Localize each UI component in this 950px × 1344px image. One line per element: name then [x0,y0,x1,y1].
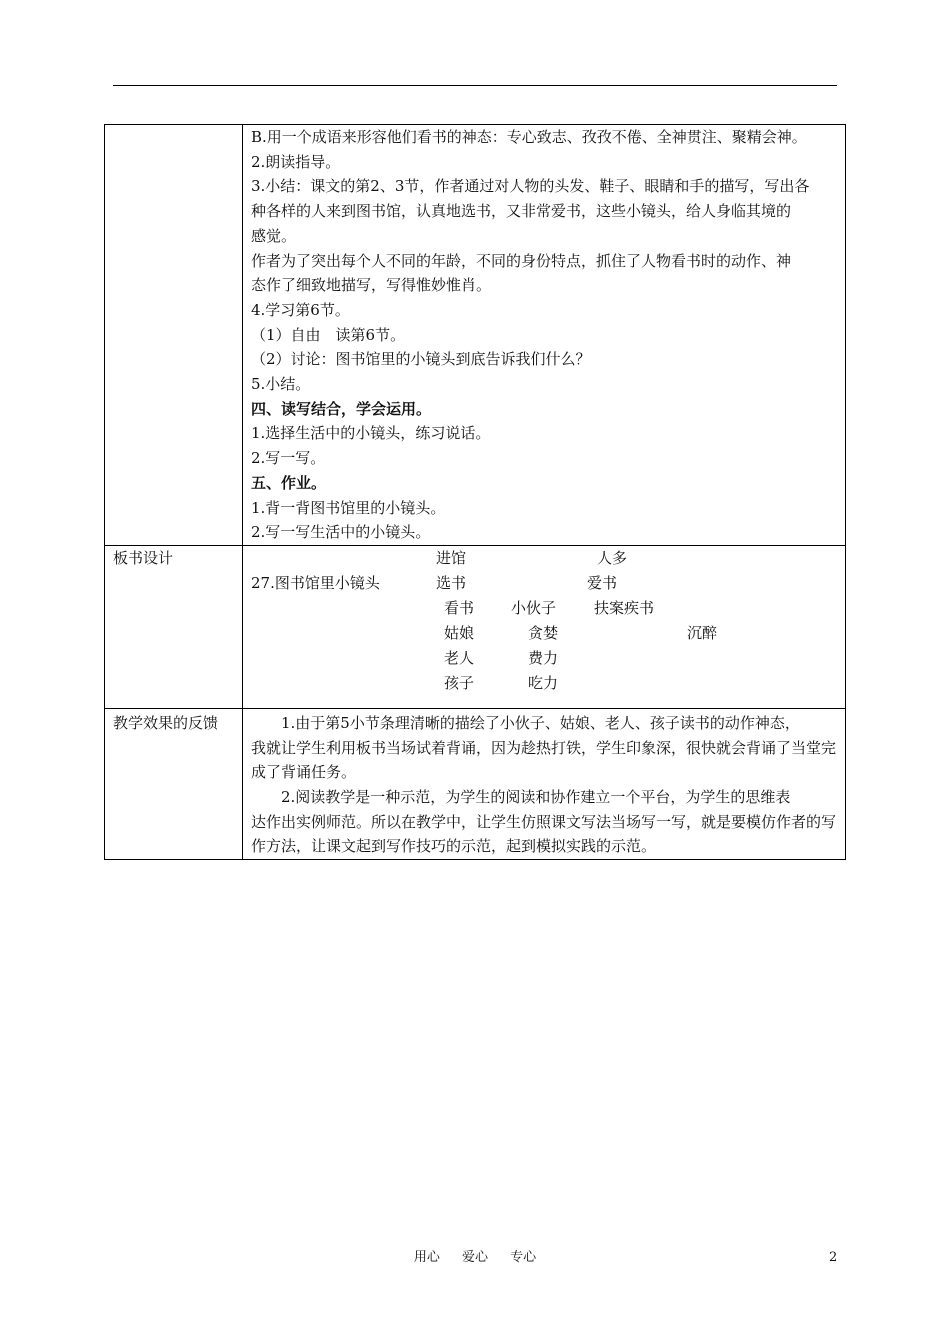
footer-motto-1: 用心 [413,1250,440,1265]
footer-motto [0,1249,950,1267]
page-number: 2 [829,1250,838,1265]
feedback-label: 教学效果的反馈 [113,713,219,732]
summary-line-1: 3.小结：课文的第2、3节，作者通过对人物的头发、鞋子、眼睛和手的描写，写出各 [251,177,810,196]
feedback-content [243,708,846,859]
feedback-para1-line1: 1.由于第5小节条理清晰的描绘了小伙子、姑娘、老人、孩子读书的动作神态， [281,713,800,732]
board-enter-hall: 进馆 [436,548,467,567]
summary-line-2: 种各样的人来到图书馆，认真地选书，又非常爱书，这些小镜头，给人身临其境的 [251,202,792,221]
board-old-man: 老人 [444,648,475,667]
board-many-people: 人多 [597,548,628,567]
author-intent-line-2: 态作了细致地描写，写得惟妙惟肖。 [251,276,492,295]
author-intent-line-1: 作者为了突出每个人不同的年龄，不同的身份特点，抓住了人物看书时的动作、神 [251,251,792,270]
board-lean-desk: 扶案疾书 [594,598,655,617]
feedback-row [105,708,846,859]
discussion-line: （2）讨论：图书馆里的小镜头到底告诉我们什么？ [251,350,591,369]
speaking-practice-line: 1.选择生活中的小镜头，练习说话。 [251,424,491,443]
board-child: 孩子 [444,673,475,692]
header-rule [113,85,837,86]
reading-guidance-line: 2.朗读指导。 [251,152,341,171]
idiom-line: B.用一个成语来形容他们看书的神态：专心致志、孜孜不倦、全神贯注、聚精会神。 [251,128,807,146]
lesson-plan-table [104,124,846,860]
feedback-para1-rest: 我就让学生利用板书当场试着背诵，因为趁热打铁，学生印象深，很快就会背诵了当堂完成了背诵任务。 [251,738,837,782]
section-five-heading: 五、作业。 [251,473,327,492]
section-6-heading: 4.学习第6节。 [251,300,350,319]
footer-motto-3: 专心 [510,1250,537,1265]
feedback-label-cell [105,708,243,859]
teaching-process-row [105,125,846,546]
board-design-label-cell [105,545,243,708]
homework-line-1: 1.背一背图书馆里的小镜头。 [251,498,446,517]
board-effort: 费力 [528,648,559,667]
board-girl: 姑娘 [444,623,475,642]
board-layout [251,546,837,708]
board-design-label: 板书设计 [113,548,174,567]
teaching-process-content [243,125,846,546]
board-struggle: 吃力 [528,673,559,692]
board-design-row [105,545,846,708]
board-love-books: 爱书 [587,573,618,592]
board-absorbed: 沉醉 [687,623,718,642]
board-young-man: 小伙子 [511,598,557,617]
conclusion-line: 5.小结。 [251,375,311,394]
teaching-process-label-cell [105,125,243,546]
homework-line-2: 2.写一写生活中的小镜头。 [251,523,431,542]
free-reading-line: （1）自由 读第6节。 [251,325,406,344]
footer-motto-2: 爱心 [461,1250,488,1265]
writing-practice-line: 2.写一写。 [251,449,326,468]
summary-line-3: 感觉。 [251,226,297,245]
board-greedy: 贪婪 [528,623,559,642]
feedback-para2-line1: 2.阅读教学是一种示范，为学生的阅读和协作建立一个平台，为学生的思维表 [281,788,791,807]
feedback-para2-rest: 达作出实例师范。所以在教学中，让学生仿照课文写法当场写一写，就是要模仿作者的写作方法，让课文起到写作技巧的示范，起到模拟实践的示范。 [251,812,837,856]
board-design-content [243,545,846,708]
board-choose-books: 选书 [436,573,467,592]
section-four-heading: 四、读写结合，学会运用。 [251,399,432,418]
board-read-books: 看书 [444,598,475,617]
board-title: 27.图书馆里小镜头 [251,573,380,592]
